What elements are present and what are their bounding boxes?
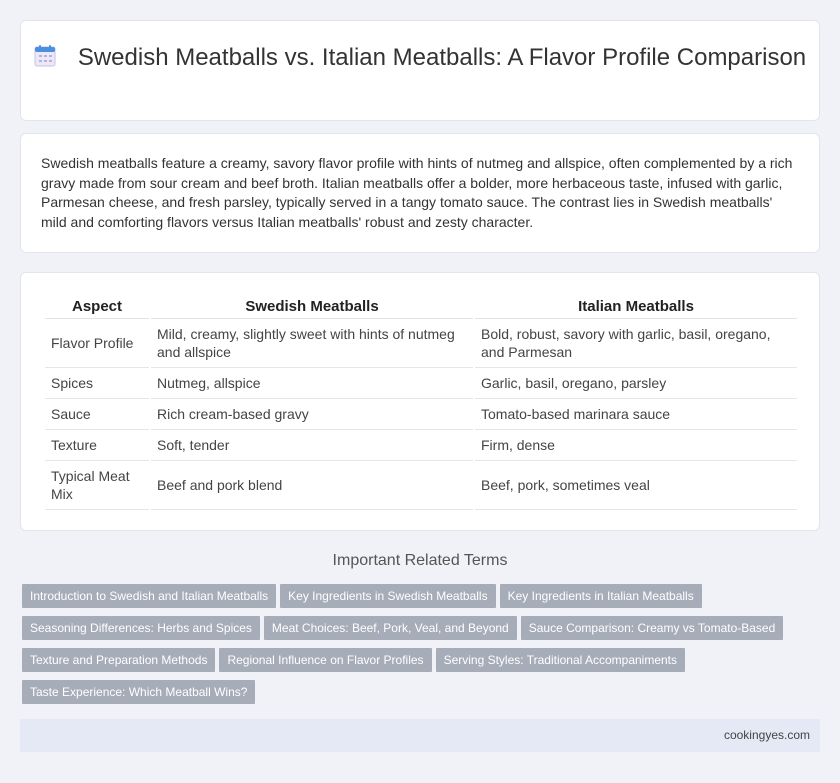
table-cell: Firm, dense: [475, 430, 797, 461]
title-wrapper: [21, 43, 819, 72]
related-term-tag[interactable]: Regional Influence on Flavor Profiles: [219, 648, 431, 672]
related-term-tag[interactable]: Meat Choices: Beef, Pork, Veal, and Beyond: [264, 616, 517, 640]
header-italian: Italian Meatballs: [475, 293, 797, 319]
table-cell: Typical Meat Mix: [45, 461, 149, 510]
related-term-tag[interactable]: Texture and Preparation Methods: [22, 648, 215, 672]
header-aspect: Aspect: [45, 293, 149, 319]
table-row: [45, 368, 797, 399]
table-cell: Tomato-based marinara sauce: [475, 399, 797, 430]
related-terms-heading: Important Related Terms: [332, 552, 508, 569]
footer-site-name[interactable]: cookingyes.com: [723, 728, 810, 742]
related-term-tag[interactable]: Introduction to Swedish and Italian Meatballs: [22, 584, 276, 608]
table-cell: Spices: [45, 368, 149, 399]
table-header-row: [45, 293, 797, 319]
table-row: [45, 461, 797, 510]
summary-paragraph: Swedish meatballs feature a creamy, savory flavor profile with hints of nutmeg and allspice, often complemented by a rich gravy made from sour cream and beef broth. Italian meatballs offer a bolder, more herbaceous taste, infused with garlic, Parmesan cheese, and fresh parsley, typically served in a tangy tomato sauce. The contrast lies in Swedish meatballs' mild and comforting flavors versus Italian meatballs' robust and zesty character.: [41, 155, 793, 230]
table-row: [45, 319, 797, 368]
table-cell: Beef and pork blend: [151, 461, 473, 510]
title-card: [20, 20, 820, 121]
related-term-tag[interactable]: Sauce Comparison: Creamy vs Tomato-Based: [521, 616, 784, 640]
comparison-card: [20, 272, 820, 531]
table-cell: Soft, tender: [151, 430, 473, 461]
table-cell: Sauce: [45, 399, 149, 430]
calendar-icon: [34, 45, 56, 67]
related-term-tag[interactable]: Seasoning Differences: Herbs and Spices: [22, 616, 260, 640]
related-term-tag[interactable]: Taste Experience: Which Meatball Wins?: [22, 680, 255, 704]
related-term-tag[interactable]: Key Ingredients in Italian Meatballs: [500, 584, 702, 608]
table-cell: Texture: [45, 430, 149, 461]
table-row: [45, 430, 797, 461]
table-cell: Beef, pork, sometimes veal: [475, 461, 797, 510]
table-cell: Garlic, basil, oregano, parsley: [475, 368, 797, 399]
table-cell: Rich cream-based gravy: [151, 399, 473, 430]
page-title: Swedish Meatballs vs. Italian Meatballs: A Flavor Profile Comparison: [77, 44, 807, 71]
related-terms-list: [22, 584, 812, 712]
comparison-table: [43, 293, 799, 510]
header-swedish: Swedish Meatballs: [151, 293, 473, 319]
footer-bar: [20, 719, 820, 752]
summary-card: [20, 133, 820, 253]
table-cell: Mild, creamy, slightly sweet with hints of nutmeg and allspice: [151, 319, 473, 368]
table-cell: Flavor Profile: [45, 319, 149, 368]
table-cell: Nutmeg, allspice: [151, 368, 473, 399]
table-cell: Bold, robust, savory with garlic, basil, oregano, and Parmesan: [475, 319, 797, 368]
related-term-tag[interactable]: Key Ingredients in Swedish Meatballs: [280, 584, 495, 608]
table-row: [45, 399, 797, 430]
related-term-tag[interactable]: Serving Styles: Traditional Accompaniments: [436, 648, 685, 672]
